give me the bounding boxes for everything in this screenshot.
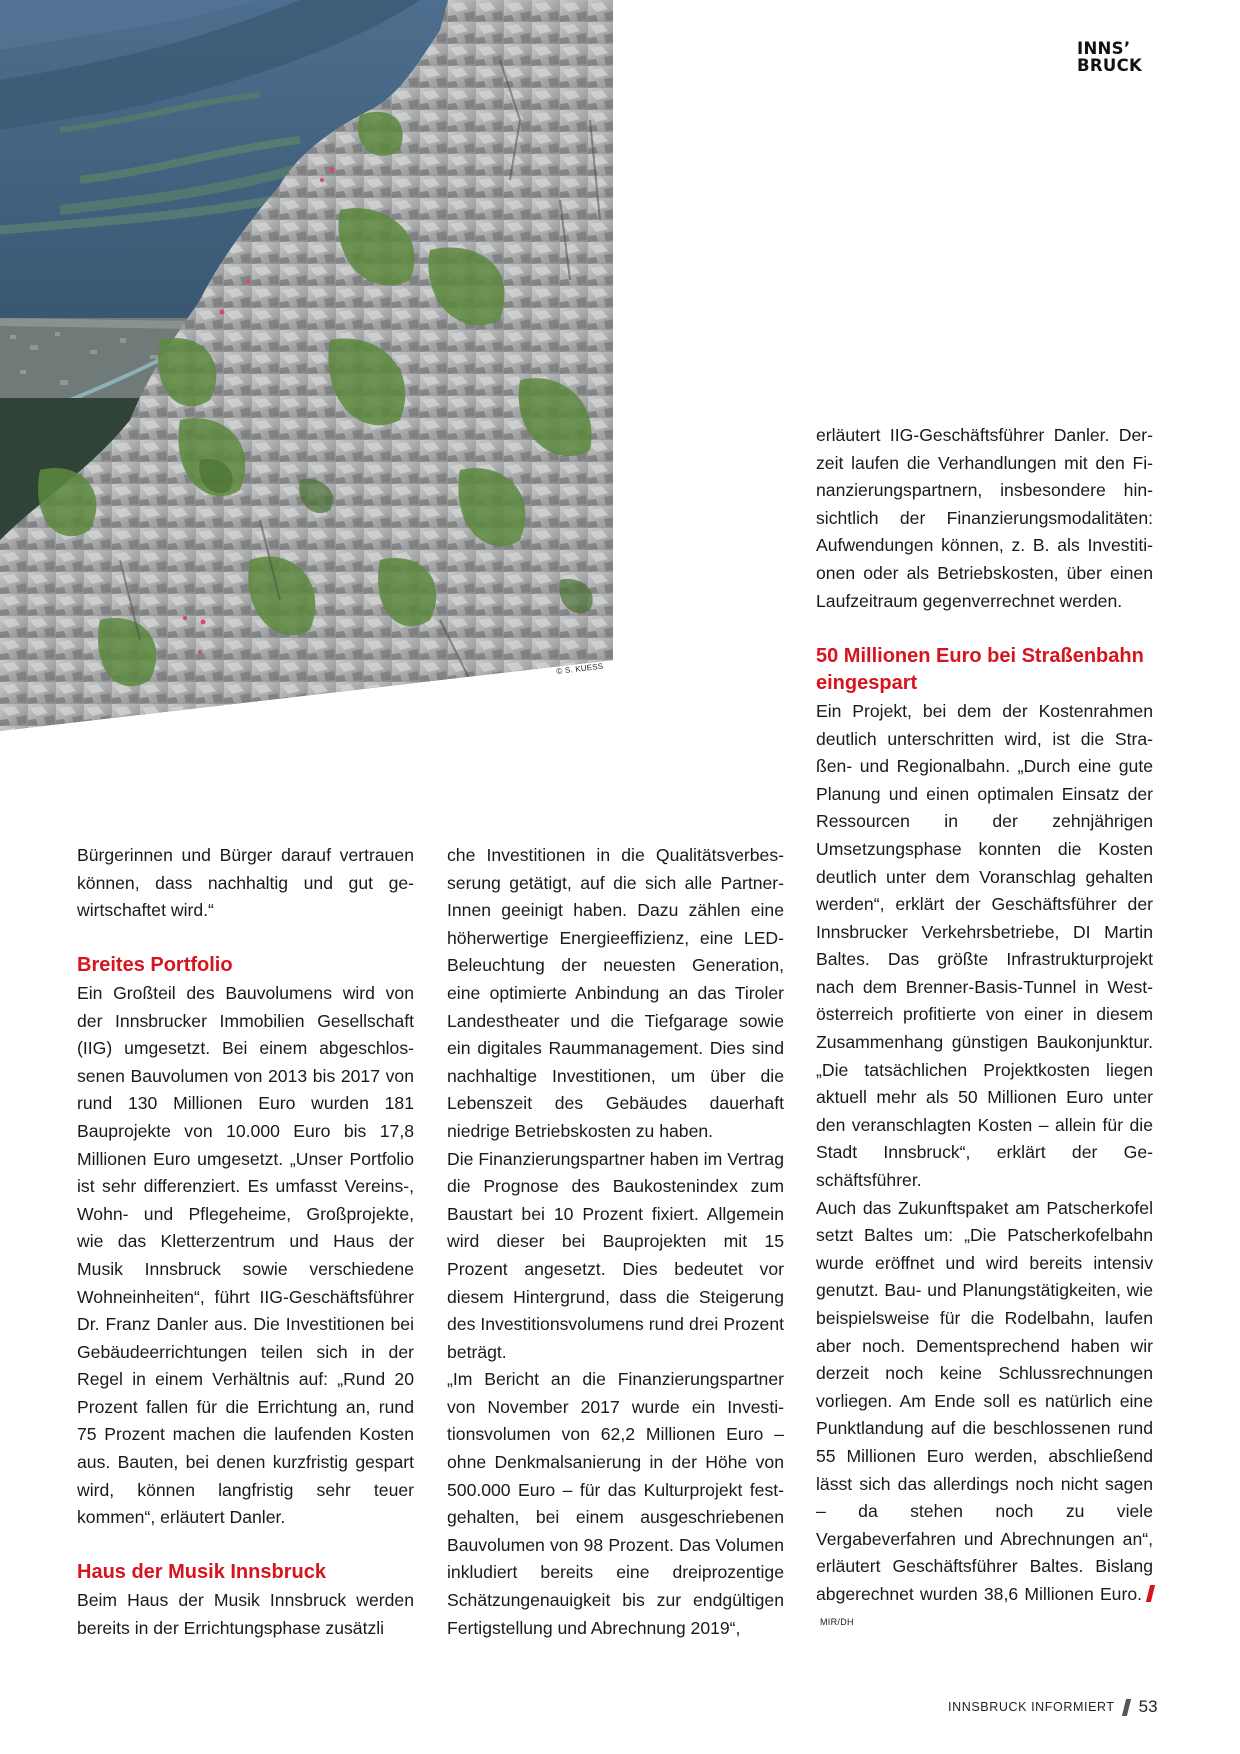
body-paragraph	[816, 1195, 1153, 1643]
body-paragraph	[816, 422, 1153, 615]
paragraph-text: Auch das Zukunftspaket am Patscherkofel setzt Baltes um: „Die Patscherkofelbahn wurde eröffnet und wird bereits intensiv genutzt. Bau- und Planungstätigkeiten, wie beispielsweise für die Rodelbahn, laufen aber noch. Dementsprechend haben wir derzeit noch keine Schlussrechnungen vorliegen. Am Ende soll es natürlich eine Punktlandung auf die beschlossenen rund 55 Millionen Euro werden, abschließend lässt sich das allerdings noch nicht sagen – da stehen noch zu viele Vergabeverfahren und Abrechnungen an“, erläutert Geschäftsführer Baltes. Bislang abgerechnet wurden 38,6 Millionen Euro.	[816, 1197, 1153, 1604]
paragraph-text: che Investitionen in die Qualitätsverbesserung getätigt, auf die sich alle PartnerInnen geeinigt haben. Dazu zählen eine höherwertige Energieeffizienz, eine LED-Beleuchtung der neuesten Generation, eine optimierte Anbindung an das Tiroler Landestheater und die Tiefgarage sowie ein digitales Raummanagement. Dies sind nachhaltige Investitionen, um über die Lebenszeit des Gebäudes dauerhaft niedrige Betriebskosten zu haben.	[447, 845, 784, 1141]
photo-credit: © S. KUESS	[556, 661, 604, 676]
body-paragraph	[77, 842, 414, 925]
body-paragraph	[77, 980, 414, 1532]
article-column-2	[447, 842, 784, 1642]
paragraph-spacer	[77, 1532, 414, 1560]
page-number: 53	[1138, 1697, 1158, 1716]
mountain-photo-art	[0, 0, 613, 732]
body-paragraph	[816, 698, 1153, 1195]
paragraph-text: Bürgerinnen und Bürger darauf vertrauen können, dass nachhaltig und gut gewirtschaftet wird.“	[77, 845, 414, 921]
page-footer	[948, 1697, 1158, 1717]
paragraph-spacer	[816, 615, 1153, 643]
paragraph-text: Die Finanzierungspartner haben im Vertrag die Prognose des Baukostenindex zum Baustart bei 10 Prozent fixiert. Allgemein wird dieser bei Bauprojekten mit 15 Prozent angesetzt. Dies bedeutet vor diesem Hintergrund, dass die Steigerung des Investitionsvolumens rund drei Prozent beträgt.	[447, 1148, 784, 1362]
body-paragraph	[447, 842, 784, 1146]
mountain-photo	[0, 0, 613, 732]
body-paragraph	[77, 1587, 414, 1642]
logo-line-2: BRUCK	[1077, 56, 1143, 75]
article-column-3	[816, 422, 1153, 1642]
body-paragraph	[447, 1146, 784, 1367]
publication-name: INNSBRUCK INFORMIERT	[948, 1700, 1115, 1714]
paragraph-text: Ein Großteil des Bauvolumens wird von der Innsbrucker Immobilien Gesellschaft (IIG) umgesetzt. Bei einem abgeschlossenen Bauvolumen von 2013 bis 2017 von rund 130 Millionen Euro wurden 181 Bauprojekte von 10.000 Euro bis 17,8 Millionen Euro umgesetzt. „Unser Portfolio ist sehr differenziert. Es umfasst Vereins-, Wohn- und Pflegeheime, Großprojekte, wie das Kletterzentrum und Haus der Musik Innsbruck sowie verschiedene Wohneinheiten“, führt IIG-Geschäftsführer Dr. Franz Danler aus. Die Investitionen bei Gebäudeerrichtungen teilen sich in der Regel in einem Verhältnis auf: „Rund 20 Prozent fallen für die Errichtung an, rund 75 Prozent machen die laufenden Kosten aus. Bauten, bei denen kurzfristig gespart wird, können langfristig sehr teuer kommen“, erläutert Danler.	[77, 982, 414, 1528]
paragraph-text: „Im Bericht an die Finanzierungspartner von November 2017 wurde ein Investitionsvolumen von 62,2 Millionen Euro – ohne Denkmalsanierung in der Höhe von 500.000 Euro – für das Kulturprojekt festgehalten, bei einem ausgeschriebenen Bauvolumen von 98 Prozent. Das Volumen inkludiert bereits eine dreiprozentige Schätzungenauigkeit bis zur endgültigen Fertigstellung und Abrechnung 2019“,	[447, 1369, 784, 1638]
heading-text: Haus der Musik Innsbruck	[77, 1561, 326, 1584]
article-end-mark-icon	[1146, 1585, 1155, 1602]
logo-line-1: INNS’	[1077, 39, 1131, 58]
heading-text: 50 Millionen Euro bei Straßenbahn eingespart	[816, 644, 1144, 695]
section-heading	[77, 1559, 414, 1587]
paragraph-spacer	[77, 925, 414, 953]
heading-text: Breites Portfolio	[77, 954, 233, 977]
author-initials: MIR/DH	[820, 1616, 854, 1627]
section-heading	[816, 643, 1153, 698]
footer-slash-icon	[1122, 1699, 1131, 1716]
article-column-1	[77, 842, 414, 1642]
paragraph-text: Beim Haus der Musik Innsbruck werden bereits in der Errichtungsphase zusätzli	[77, 1590, 414, 1638]
innsbruck-logo	[1077, 40, 1142, 74]
paragraph-text: erläutert IIG-Geschäftsführer Danler. Derzeit laufen die Verhandlungen mit den Finanzierungspartnern, insbesondere hinsichtlich der Finanzierungsmodalitäten: Aufwendungen können, z. B. als Investitionen oder als Betriebskosten, über einen Laufzeitraum gegenverrechnet werden.	[816, 425, 1153, 611]
body-paragraph	[447, 1366, 784, 1642]
section-heading	[77, 952, 414, 980]
paragraph-text: Ein Projekt, bei dem der Kostenrahmen deutlich unterschritten wird, ist die Straßen- und Regionalbahn. „Durch eine gute Planung und einen optimalen Einsatz der Ressourcen in der zehnjährigen Umsetzungsphase konnten die Kosten deutlich unter dem Voranschlag gehalten werden“, erklärt der Geschäftsführer der Innsbrucker Verkehrsbetriebe, DI Martin Baltes. Das größte Infrastrukturprojekt nach dem Brenner-Basis-Tunnel in Westösterreich profitierte von einer in diesem Zusammenhang günstigen Baukonjunktur. „Die tatsächlichen Projektkosten liegen aktuell mehr als 50 Millionen Euro unter den veranschlagten Kosten – allein für die Stadt Innsbruck“, erklärt der Geschäftsführer.	[816, 700, 1153, 1191]
